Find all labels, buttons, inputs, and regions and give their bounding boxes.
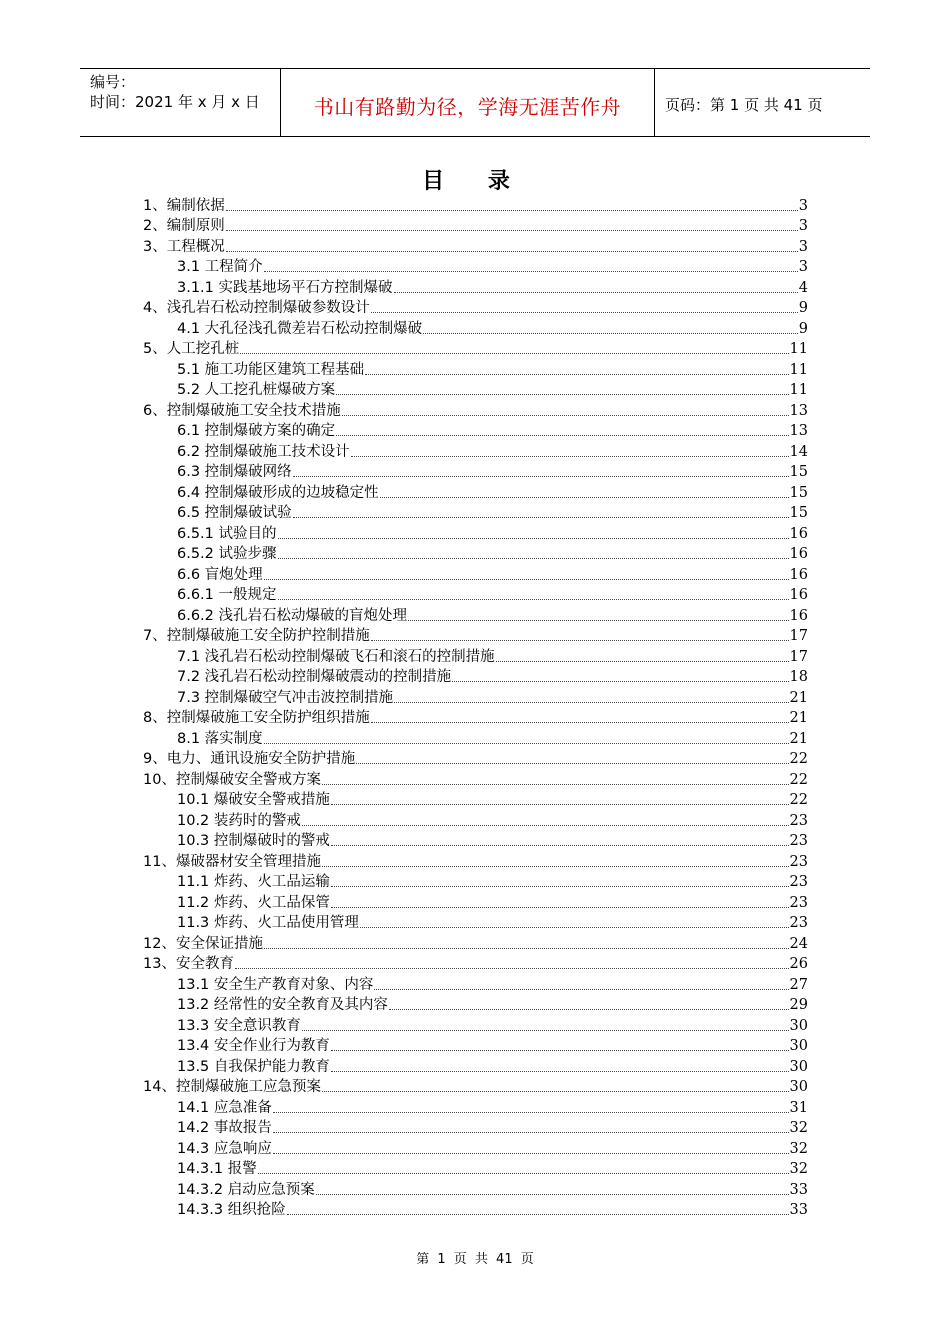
toc-dot-leader — [264, 948, 789, 949]
page-footer: 第 1 页 共 41 页 — [416, 1252, 534, 1267]
toc-entry[interactable] — [143, 440, 808, 461]
toc-entry-title: 5、人工挖孔桩 — [143, 341, 240, 357]
toc-entry-title: 4.1 大孔径浅孔微差岩石松动控制爆破 — [177, 320, 423, 337]
toc-dot-leader — [365, 374, 788, 375]
toc-entry-title: 5.1 施工功能区建筑工程基础 — [177, 361, 365, 378]
toc-dot-leader — [240, 353, 788, 354]
toc-entry-title: 13.3 安全意识教育 — [177, 1017, 301, 1034]
toc-entry-title: 13、安全教育 — [143, 956, 234, 972]
toc-entry-page: 3 — [798, 218, 808, 234]
toc-entry[interactable] — [143, 707, 808, 728]
toc-entry-title: 8、控制爆破施工安全防护组织措施 — [143, 710, 370, 726]
toc-dot-leader — [264, 579, 789, 580]
toc-entry-title: 14.3.2 启动应急预案 — [177, 1181, 315, 1198]
toc-entry-page: 15 — [789, 464, 808, 480]
toc-entry[interactable] — [143, 1055, 808, 1076]
toc-dot-leader — [235, 968, 789, 969]
header-middle-cell — [281, 69, 655, 136]
toc-entry-title: 3.1 工程简介 — [177, 259, 263, 275]
toc-entry[interactable] — [143, 1158, 808, 1179]
toc-entry-title: 6、控制爆破施工安全技术措施 — [143, 402, 341, 419]
toc-entry-title: 6.2 控制爆破施工技术设计 — [177, 443, 350, 460]
toc-entry[interactable] — [143, 625, 808, 646]
toc-dot-leader — [278, 558, 789, 559]
toc-dot-leader — [496, 661, 789, 662]
toc-entry[interactable] — [143, 379, 808, 400]
toc-entry-page: 13 — [789, 423, 808, 439]
toc-entry-page: 23 — [789, 874, 808, 890]
toc-dot-leader — [316, 1194, 789, 1195]
toc-entry-page: 21 — [789, 710, 808, 726]
toc-entry-page: 33 — [789, 1202, 808, 1218]
toc-dot-leader — [408, 620, 789, 621]
toc-entry-title: 11.1 炸药、火工品运输 — [177, 874, 330, 890]
toc-entry-title: 3.1.1 实践基地场平石方控制爆破 — [177, 279, 393, 296]
toc-entry-page: 22 — [789, 751, 808, 767]
toc-entry[interactable] — [143, 727, 808, 748]
toc-entry-title: 14.3.3 组织抢险 — [177, 1202, 286, 1218]
toc-entry-page: 32 — [789, 1161, 808, 1177]
toc-entry-title: 7、控制爆破施工安全防护控制措施 — [143, 628, 370, 644]
toc-entry-title: 6.6.2 浅孔岩石松动爆破的盲炮处理 — [177, 607, 408, 624]
toc-entry[interactable] — [143, 420, 808, 441]
toc-entry[interactable] — [143, 932, 808, 953]
toc-entry-page: 22 — [789, 771, 808, 788]
toc-entry-title: 3、工程概况 — [143, 238, 225, 255]
toc-entry-page: 30 — [789, 1058, 808, 1075]
document-code-label: 编号： — [90, 73, 136, 91]
toc-entry-title: 8.1 落实制度 — [177, 730, 263, 747]
toc-entry[interactable] — [143, 666, 808, 687]
toc-dot-leader — [226, 210, 798, 211]
toc-dot-leader — [380, 497, 789, 498]
toc-dot-leader — [374, 989, 788, 990]
toc-dot-leader — [226, 230, 798, 231]
toc-entry[interactable] — [143, 461, 808, 482]
toc-entry[interactable] — [143, 1035, 808, 1056]
toc-entry[interactable] — [143, 481, 808, 502]
toc-entry[interactable] — [143, 1117, 808, 1138]
toc-entry-title: 14.3.1 报警 — [177, 1161, 257, 1177]
toc-entry-page: 22 — [789, 792, 808, 808]
toc-entry-page: 9 — [798, 300, 808, 316]
toc-entry-page: 23 — [789, 812, 808, 829]
toc-dot-leader — [293, 517, 789, 518]
toc-entry-title: 12、安全保证措施 — [143, 935, 263, 952]
toc-entry-title: 4、浅孔岩石松动控制爆破参数设计 — [143, 300, 370, 316]
toc-entry[interactable] — [143, 891, 808, 912]
toc-entry[interactable] — [143, 502, 808, 523]
toc-entry[interactable] — [143, 543, 808, 564]
toc-dot-leader — [371, 722, 789, 723]
toc-dot-leader — [322, 1091, 789, 1092]
toc-entry-title: 6.3 控制爆破网络 — [177, 464, 292, 480]
toc-entry[interactable] — [143, 768, 808, 789]
toc-entry-page: 11 — [789, 361, 808, 378]
toc-entry-page: 32 — [789, 1140, 808, 1157]
table-of-contents — [143, 194, 808, 1219]
toc-entry[interactable] — [143, 871, 808, 892]
toc-dot-leader — [423, 333, 798, 334]
toc-entry[interactable] — [143, 953, 808, 974]
toc-entry-page: 30 — [789, 1079, 808, 1095]
toc-dot-leader — [264, 271, 798, 272]
toc-entry-page: 18 — [789, 669, 808, 685]
toc-entry-title: 10.2 装药时的警戒 — [177, 812, 301, 829]
toc-entry[interactable] — [143, 1014, 808, 1035]
header-left-cell — [80, 69, 281, 136]
toc-entry-title: 2、编制原则 — [143, 218, 225, 234]
toc-entry-title: 11、爆破器材安全管理措施 — [143, 853, 321, 870]
header-right-cell — [655, 69, 870, 136]
toc-entry-title: 10、控制爆破安全警戒方案 — [143, 771, 321, 788]
toc-dot-leader — [278, 599, 789, 600]
toc-entry-title: 13.4 安全作业行为教育 — [177, 1038, 330, 1054]
toc-entry[interactable] — [143, 297, 808, 318]
toc-entry-title: 11.2 炸药、火工品保管 — [177, 894, 330, 911]
toc-entry-page: 14 — [789, 443, 808, 460]
toc-dot-leader — [331, 804, 789, 805]
toc-entry-page: 9 — [798, 320, 808, 337]
toc-entry-title: 6.6 盲炮处理 — [177, 566, 263, 583]
toc-entry[interactable] — [143, 194, 808, 215]
toc-entry[interactable] — [143, 235, 808, 256]
toc-entry-title: 13.5 自我保护能力教育 — [177, 1058, 330, 1075]
toc-entry-page: 3 — [798, 197, 808, 214]
toc-dot-leader — [302, 1030, 789, 1031]
toc-dot-leader — [331, 1050, 789, 1051]
toc-entry[interactable] — [143, 1137, 808, 1158]
toc-entry[interactable] — [143, 789, 808, 810]
toc-entry-page: 16 — [789, 566, 808, 583]
toc-entry[interactable] — [143, 276, 808, 297]
toc-entry-title: 1、编制依据 — [143, 197, 225, 214]
toc-entry-page: 16 — [789, 525, 808, 542]
document-time-label: 时间：2021 年 x 月 x 日 — [90, 93, 260, 111]
toc-entry-page: 4 — [798, 279, 808, 296]
page-header — [80, 68, 870, 137]
toc-entry[interactable] — [143, 358, 808, 379]
toc-dot-leader — [331, 845, 789, 846]
toc-entry-title: 6.4 控制爆破形成的边坡稳定性 — [177, 484, 379, 501]
toc-dot-leader — [356, 763, 788, 764]
toc-entry[interactable] — [143, 748, 808, 769]
toc-entry-page: 33 — [789, 1181, 808, 1198]
toc-entry-title: 6.5 控制爆破试验 — [177, 505, 292, 521]
toc-entry[interactable] — [143, 584, 808, 605]
toc-entry-page: 23 — [789, 915, 808, 931]
toc-entry[interactable] — [143, 850, 808, 871]
toc-dot-leader — [293, 476, 789, 477]
toc-entry[interactable] — [143, 912, 808, 933]
toc-entry-page: 29 — [789, 997, 808, 1013]
toc-entry[interactable] — [143, 215, 808, 236]
toc-entry-page: 27 — [789, 976, 808, 993]
toc-entry-page: 21 — [789, 730, 808, 747]
toc-entry-page: 16 — [789, 587, 808, 603]
toc-entry-page: 30 — [789, 1038, 808, 1054]
toc-dot-leader — [278, 538, 789, 539]
toc-dot-leader — [351, 456, 789, 457]
toc-dot-leader — [371, 640, 789, 641]
toc-dot-leader — [273, 1153, 789, 1154]
toc-dot-leader — [322, 866, 789, 867]
toc-entry[interactable] — [143, 973, 808, 994]
toc-dot-leader — [226, 251, 798, 252]
toc-entry-page: 23 — [789, 853, 808, 870]
toc-entry-title: 10.1 爆破安全警戒措施 — [177, 792, 330, 808]
toc-dot-leader — [336, 394, 788, 395]
toc-entry[interactable] — [143, 686, 808, 707]
toc-entry[interactable] — [143, 256, 808, 277]
toc-entry-page: 21 — [789, 689, 808, 706]
toc-entry-title: 6.1 控制爆破方案的确定 — [177, 423, 336, 439]
toc-entry[interactable] — [143, 1199, 808, 1220]
toc-dot-leader — [331, 1071, 789, 1072]
toc-entry[interactable] — [143, 645, 808, 666]
toc-entry-title: 7.1 浅孔岩石松动控制爆破飞石和滚石的控制措施 — [177, 648, 495, 665]
toc-entry-title: 7.3 控制爆破空气冲击波控制措施 — [177, 689, 394, 706]
toc-entry-page: 17 — [789, 648, 808, 665]
toc-dot-leader — [264, 743, 789, 744]
toc-dot-leader — [342, 415, 789, 416]
toc-dot-leader — [360, 927, 789, 928]
toc-entry-title: 10.3 控制爆破时的警戒 — [177, 833, 330, 849]
toc-entry[interactable] — [143, 317, 808, 338]
toc-entry[interactable] — [143, 604, 808, 625]
toc-dot-leader — [336, 435, 788, 436]
toc-entry[interactable] — [143, 522, 808, 543]
toc-entry-title: 13.1 安全生产教育对象、内容 — [177, 976, 374, 993]
toc-entry-page: 3 — [798, 259, 808, 275]
toc-dot-leader — [394, 702, 788, 703]
toc-entry-page: 11 — [789, 382, 808, 398]
toc-entry-page: 23 — [789, 894, 808, 911]
toc-entry-title: 14.1 应急准备 — [177, 1099, 272, 1116]
toc-entry-page: 16 — [789, 607, 808, 624]
toc-entry-page: 17 — [789, 628, 808, 644]
toc-entry-page: 15 — [789, 484, 808, 501]
toc-dot-leader — [287, 1214, 789, 1215]
toc-entry-title: 14、控制爆破施工应急预案 — [143, 1079, 321, 1095]
toc-entry-page: 3 — [798, 238, 808, 255]
header-page-info: 页码：第 1 页 共 41 页 — [665, 96, 823, 114]
toc-entry-title: 5.2 人工挖孔桩爆破方案 — [177, 382, 336, 398]
toc-dot-leader — [394, 292, 798, 293]
toc-dot-leader — [258, 1173, 789, 1174]
toc-entry-title: 7.2 浅孔岩石松动控制爆破震动的控制措施 — [177, 669, 452, 685]
toc-entry[interactable] — [143, 1096, 808, 1117]
toc-entry-title: 6.6.1 一般规定 — [177, 587, 277, 603]
toc-entry-page: 31 — [789, 1099, 808, 1116]
toc-entry-page: 26 — [789, 956, 808, 972]
toc-entry[interactable] — [143, 338, 808, 359]
toc-entry-title: 14.3 应急响应 — [177, 1140, 272, 1157]
toc-entry-page: 11 — [789, 341, 808, 357]
toc-entry-title: 6.5.2 试验步骤 — [177, 546, 277, 562]
toc-entry[interactable] — [143, 1178, 808, 1199]
toc-entry-page: 30 — [789, 1017, 808, 1034]
toc-entry[interactable] — [143, 1076, 808, 1097]
toc-entry[interactable] — [143, 830, 808, 851]
toc-entry[interactable] — [143, 809, 808, 830]
toc-entry-page: 15 — [789, 505, 808, 521]
toc-entry-page: 24 — [789, 935, 808, 952]
toc-dot-leader — [389, 1009, 789, 1010]
toc-entry[interactable] — [143, 399, 808, 420]
toc-dot-leader — [452, 681, 788, 682]
toc-dot-leader — [322, 784, 789, 785]
toc-entry[interactable] — [143, 994, 808, 1015]
toc-entry-title: 14.2 事故报告 — [177, 1120, 272, 1136]
toc-entry-title: 11.3 炸药、火工品使用管理 — [177, 915, 359, 931]
toc-dot-leader — [273, 1132, 789, 1133]
toc-dot-leader — [273, 1112, 789, 1113]
toc-dot-leader — [331, 886, 789, 887]
toc-entry-page: 23 — [789, 833, 808, 849]
toc-dot-leader — [371, 312, 798, 313]
toc-title: 目 录 — [422, 169, 528, 194]
toc-dot-leader — [302, 825, 789, 826]
toc-entry-title: 9、电力、通讯设施安全防护措施 — [143, 751, 356, 767]
toc-entry-page: 13 — [789, 402, 808, 419]
header-motto: 书山有路勤为径，学海无涯苦作舟 — [313, 95, 622, 119]
toc-entry-page: 32 — [789, 1120, 808, 1136]
toc-entry-title: 6.5.1 试验目的 — [177, 525, 277, 542]
toc-entry[interactable] — [143, 563, 808, 584]
toc-entry-page: 16 — [789, 546, 808, 562]
toc-entry-title: 13.2 经常性的安全教育及其内容 — [177, 997, 388, 1013]
toc-dot-leader — [331, 907, 789, 908]
